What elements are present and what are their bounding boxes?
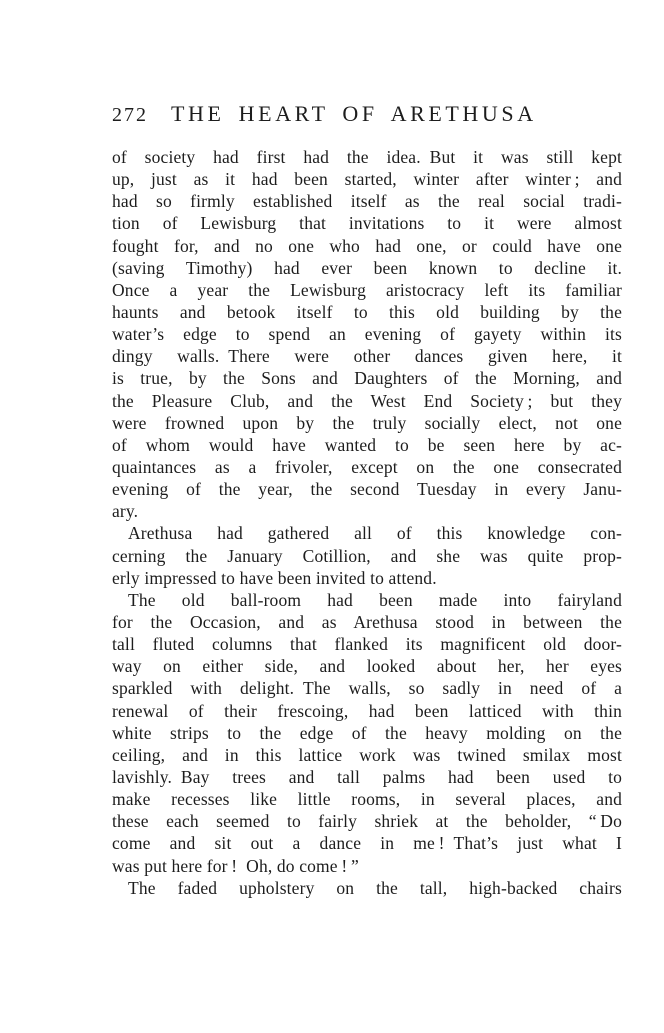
page-number: 272: [112, 104, 148, 126]
body-line: renewal of their frescoing, had been latticed with thin: [112, 700, 622, 721]
body-line: tall fluted columns that flanked its magnificent old door-: [112, 634, 622, 655]
body-line: evening of the year, the second Tuesday in every Janu-: [112, 479, 622, 500]
body-line: dingy walls. There were other dances given here, it: [112, 346, 622, 367]
body-line: sparkled with delight. The walls, so sadly in need of a: [112, 678, 622, 699]
body-line: for the Occasion, and as Arethusa stood in between the: [112, 611, 622, 632]
body-line: Once a year the Lewisburg aristocracy left its familiar: [112, 279, 622, 300]
body-line: was put here for ! Oh, do come ! ”: [112, 855, 359, 876]
body-line: these each seemed to fairly shriek at the beholder, “ Do: [112, 811, 622, 832]
body-line: Arethusa had gathered all of this knowledge con-: [128, 523, 622, 544]
body-line: lavishly. Bay trees and tall palms had been used to: [112, 766, 622, 787]
body-line: white strips to the edge of the heavy molding on the: [112, 722, 622, 743]
body-line: water’s edge to spend an evening of gayety within its: [112, 324, 622, 345]
body-line: is true, by the Sons and Daughters of the Morning, and: [112, 368, 622, 389]
body-line: cerning the January Cotillion, and she was quite prop-: [112, 545, 622, 566]
running-title: THE HEART OF ARETHUSA: [171, 101, 537, 126]
page-body: [112, 146, 622, 899]
paragraph: [112, 589, 622, 877]
body-line: had so firmly established itself as the real social tradi-: [112, 191, 622, 212]
body-line: fought for, and no one who had one, or could have one: [112, 235, 622, 256]
body-line: quaintances as a frivoler, except on the one consecrated: [112, 456, 622, 477]
body-line: ary.: [112, 501, 139, 522]
body-line: tion of Lewisburg that invitations to it were almost: [112, 213, 622, 234]
paragraph: [112, 877, 622, 899]
paragraph: [112, 522, 622, 588]
body-line: haunts and betook itself to this old building by the: [112, 301, 622, 322]
body-line: of society had first had the idea. But it was still kept: [112, 147, 622, 167]
paragraph: [112, 146, 622, 522]
body-line: The faded upholstery on the tall, high-backed chairs: [128, 877, 622, 898]
body-line: The old ball-room had been made into fairyland: [128, 589, 622, 610]
body-line: make recesses like little rooms, in several places, and: [112, 789, 622, 810]
running-head: [112, 101, 622, 129]
body-line: ceiling, and in this lattice work was twined smilax most: [112, 744, 622, 765]
body-line: way on either side, and looked about her, her eyes: [112, 656, 622, 677]
body-line: the Pleasure Club, and the West End Society ; but they: [112, 390, 622, 411]
body-line: up, just as it had been started, winter after winter ; and: [112, 169, 622, 190]
body-line: come and sit out a dance in me ! That’s just what I: [112, 833, 622, 854]
body-line: of whom would have wanted to be seen here by ac-: [112, 434, 622, 455]
body-line: were frowned upon by the truly socially elect, not one: [112, 412, 622, 433]
body-line: erly impressed to have been invited to attend.: [112, 567, 437, 588]
body-line: (saving Timothy) had ever been known to decline it.: [112, 257, 622, 278]
